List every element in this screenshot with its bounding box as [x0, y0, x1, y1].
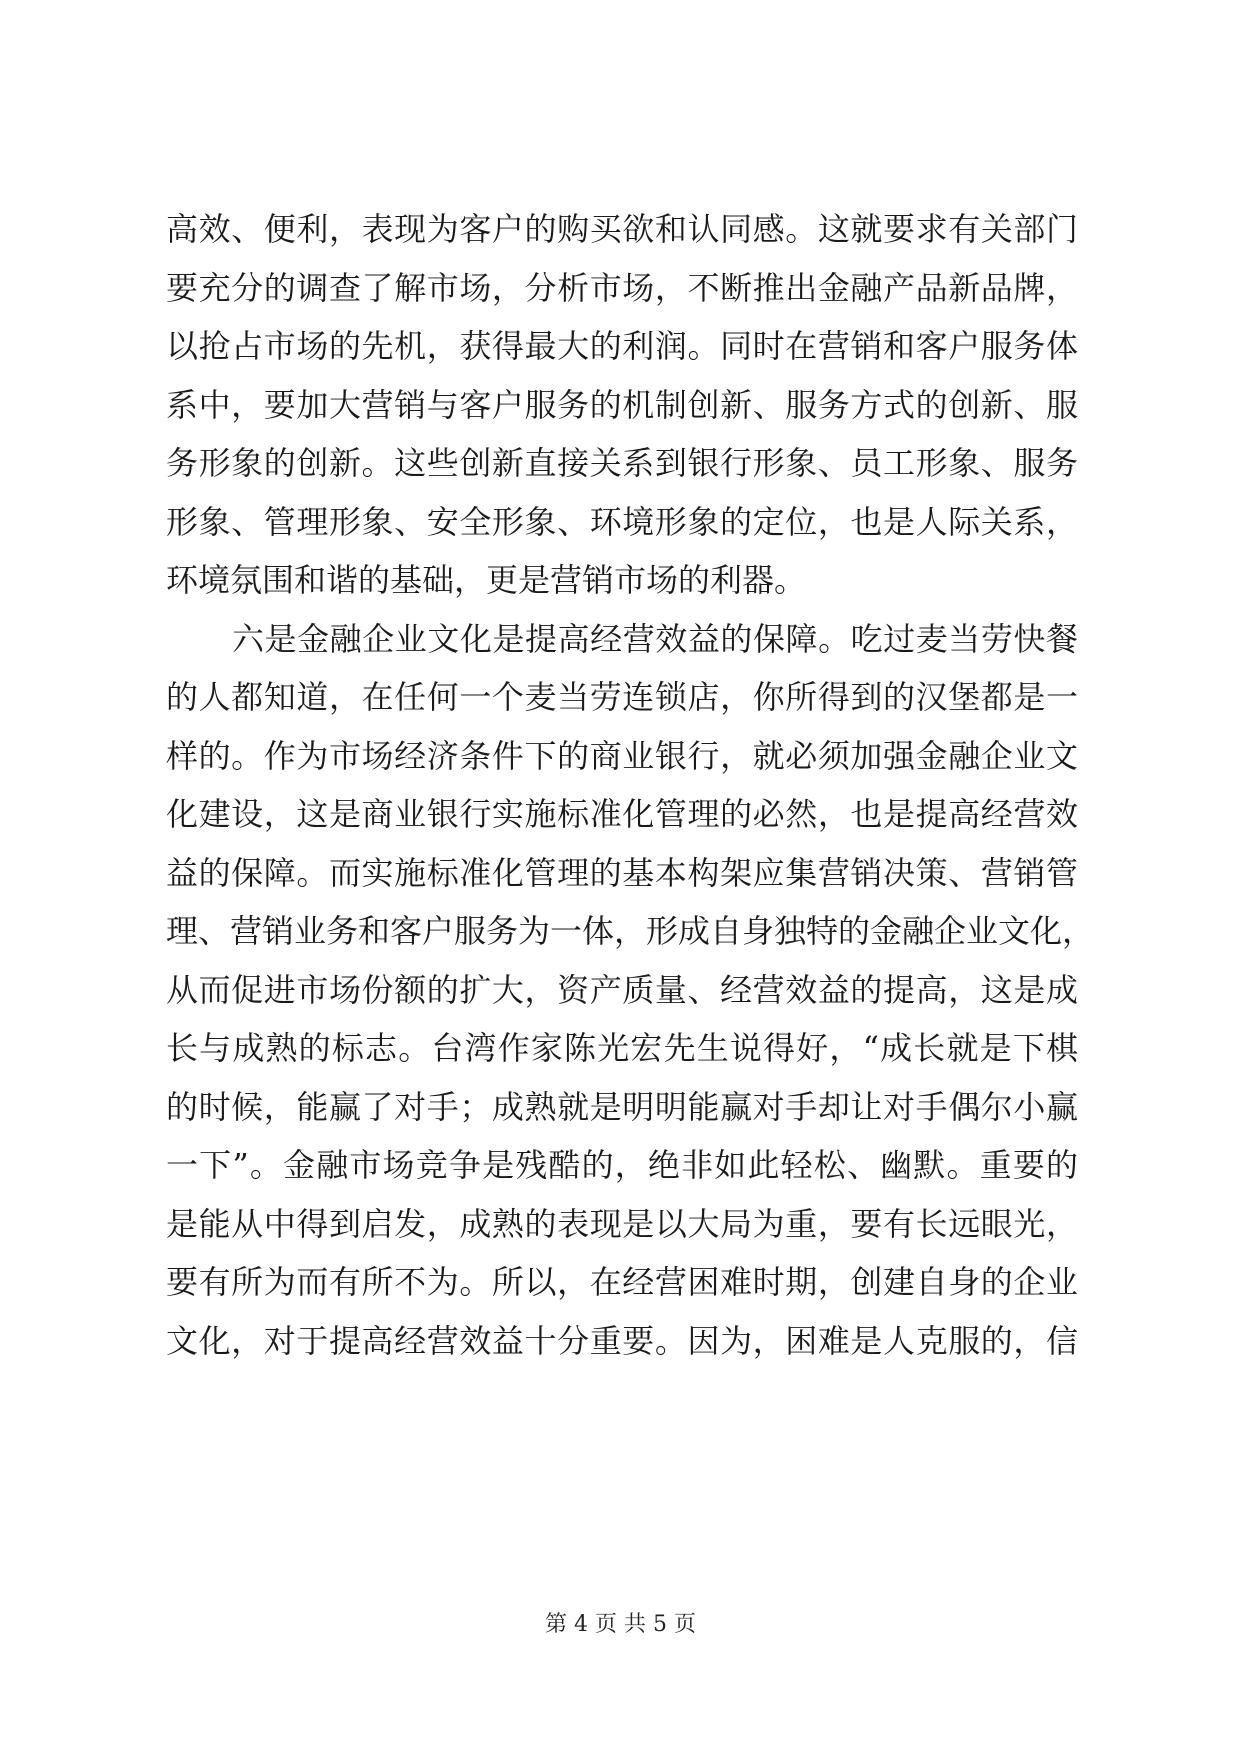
text-line: 环境氛围和谐的基础，更是营销市场的利器。	[166, 561, 807, 599]
text-line: 一下”。金融市场竞争是残酷的，绝非如此轻松、幽默。重要的	[166, 1146, 1078, 1184]
text-line: 务形象的创新。这些创新直接关系到银行形象、员工形象、服务	[166, 444, 1078, 482]
text-line: 样的。作为市场经济条件下的商业银行，就必须加强金融企业文	[166, 736, 1078, 775]
text-line: 形象、管理形象、安全形象、环境形象的定位，也是人际关系，	[166, 502, 1078, 541]
text-line: 以抢占市场的先机，获得最大的利润。同时在营销和客户服务体	[166, 327, 1078, 365]
text-line: 化建设，这是商业银行实施标准化管理的必然，也是提高经营效	[166, 795, 1078, 833]
text-line: 高效、便利，表现为客户的购买欲和认同感。这就要求有关部门	[166, 210, 1078, 248]
text-line: 从而促进市场份额的扩大，资产质量、经营效益的提高，这是成	[166, 970, 1078, 1009]
text-line: 六是金融企业文化是提高经营效益的保障。吃过麦当劳快餐	[232, 619, 1078, 658]
text-line: 长与成熟的标志。台湾作家陈光宏先生说得好，“成长就是下棋	[166, 1029, 1078, 1067]
text-line: 文化，对于提高经营效益十分重要。因为，困难是人克服的，信	[166, 1321, 1078, 1360]
text-line: 要有所为而有所不为。所以，在经营困难时期，创建自身的企业	[166, 1263, 1078, 1301]
page-number-footer: 第 4 页 共 5 页	[545, 1612, 696, 1637]
text-line: 系中，要加大营销与客户服务的机制创新、服务方式的创新、服	[166, 385, 1078, 424]
text-line: 益的保障。而实施标准化管理的基本构架应集营销决策、营销管	[166, 853, 1078, 892]
text-line: 的时候，能赢了对手；成熟就是明明能赢对手却让对手偶尔小赢	[166, 1087, 1078, 1126]
text-line: 的人都知道，在任何一个麦当劳连锁店，你所得到的汉堡都是一	[166, 678, 1078, 716]
body-text	[166, 200, 1095, 1370]
text-line: 要充分的调查了解市场，分析市场，不断推出金融产品新品牌，	[166, 268, 1078, 307]
text-line: 理、营销业务和客户服务为一体，形成自身独特的金融企业文化，	[166, 912, 1095, 950]
text-line: 是能从中得到启发，成熟的表现是以大局为重，要有长远眼光，	[166, 1204, 1078, 1243]
